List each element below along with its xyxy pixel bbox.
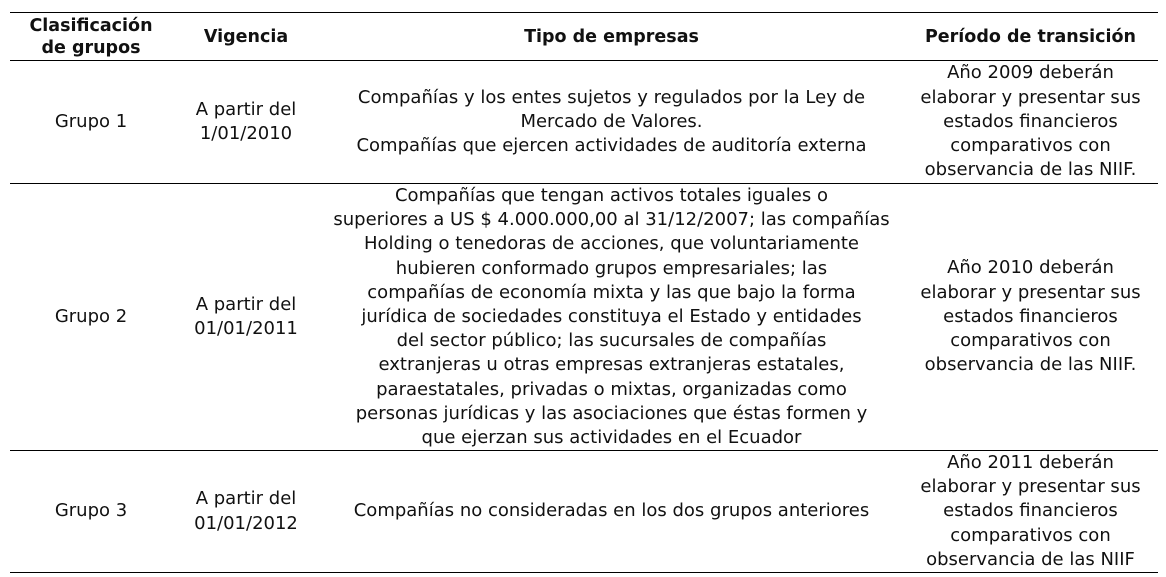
table-row [10, 451, 1158, 573]
cell-text-line: 1/01/2010 [199, 123, 293, 144]
cell-text-line: A partir del [195, 488, 297, 510]
cell-text-line: A partir del [195, 98, 297, 120]
cell-text-line: observancia de las NIIF. [924, 159, 1137, 181]
cell-text-line: del sector público; las sucursales de compañías [396, 330, 827, 352]
cell-text-line: Año 2009 deberán [947, 62, 1114, 84]
cell-text-line: comparativos con [950, 330, 1111, 352]
grupo-label: Grupo 3 [54, 500, 128, 522]
cell-text-line: extranjeras u otras empresas extranjeras estatales, [378, 354, 845, 376]
header-periodo [903, 13, 1158, 60]
cell-grupo [10, 61, 172, 183]
header-tipo [320, 13, 903, 60]
header-clasificacion-line2: de grupos [41, 37, 141, 58]
cell-tipo [320, 184, 903, 450]
header-tipo-label: Tipo de empresas [524, 26, 699, 47]
cell-periodo [903, 451, 1158, 572]
cell-text-line: hubieren conformado grupos empresariales; las [395, 257, 828, 279]
cell-vigencia [172, 61, 320, 183]
cell-text-line: que ejerzan sus actividades en el Ecuador [421, 426, 802, 448]
cell-text-line: Año 2010 deberán [947, 257, 1114, 279]
header-clasificacion-line1: Clasificación [29, 15, 153, 36]
header-vigencia [172, 13, 320, 60]
cell-text-line: Mercado de Valores. [520, 110, 703, 132]
cell-text-line: paraestatales, privadas o mixtas, organizadas como [376, 378, 847, 400]
cell-text-line: observancia de las NIIF [926, 548, 1135, 570]
table-row [10, 184, 1158, 451]
table-header-row [10, 13, 1158, 61]
cell-text-line: A partir del [195, 293, 297, 315]
cell-periodo [903, 61, 1158, 183]
cell-vigencia [172, 184, 320, 450]
header-periodo-label: Período de transición [924, 26, 1136, 47]
header-vigencia-label: Vigencia [203, 26, 289, 47]
header-clasificacion [10, 13, 172, 60]
cell-text-line: estados financieros [943, 500, 1118, 522]
cell-text-line: 01/01/2012 [194, 512, 298, 534]
grupo-label: Grupo 1 [54, 110, 128, 132]
cell-text-line: superiores a US $ 4.000.000,00 al 31/12/2007; las compañías [333, 209, 890, 231]
cell-text-line: elaborar y presentar sus [920, 86, 1141, 108]
cell-grupo [10, 451, 172, 572]
cell-grupo [10, 184, 172, 450]
cell-text-line: personas jurídicas y las asociaciones que éstas formen y [355, 402, 868, 424]
cell-text-line: Año 2011 deberán [947, 452, 1114, 473]
cell-text-line: Compañías y los entes sujetos y regulados por la Ley de [357, 86, 866, 108]
cell-text-line: Compañías que ejercen actividades de auditoría externa [356, 135, 867, 157]
niif-groups-table [10, 12, 1158, 573]
cell-tipo [320, 61, 903, 183]
cell-text-line: jurídica de sociedades constituya el Estado y entidades [361, 305, 862, 327]
table-row [10, 61, 1158, 184]
cell-text-line: comparativos con [950, 135, 1111, 157]
cell-text-line: 01/01/2011 [194, 318, 298, 339]
cell-text-line: elaborar y presentar sus [920, 281, 1141, 303]
cell-vigencia [172, 451, 320, 572]
cell-text-line: Compañías no consideradas en los dos grupos anteriores [353, 500, 870, 522]
cell-text-line: estados financieros [943, 305, 1118, 327]
cell-periodo [903, 184, 1158, 450]
grupo-label: Grupo 2 [54, 305, 128, 327]
cell-text-line: estados financieros [943, 110, 1118, 132]
cell-text-line: observancia de las NIIF. [924, 354, 1137, 376]
cell-text-line: compañías de economía mixta y las que bajo la forma [367, 281, 856, 303]
cell-text-line: Compañías que tengan activos totales iguales o [394, 184, 828, 206]
cell-text-line: Holding o tenedoras de acciones, que voluntariamente [364, 233, 859, 255]
cell-tipo [320, 451, 903, 572]
cell-text-line: elaborar y presentar sus [920, 476, 1141, 498]
cell-text-line: comparativos con [950, 524, 1111, 546]
